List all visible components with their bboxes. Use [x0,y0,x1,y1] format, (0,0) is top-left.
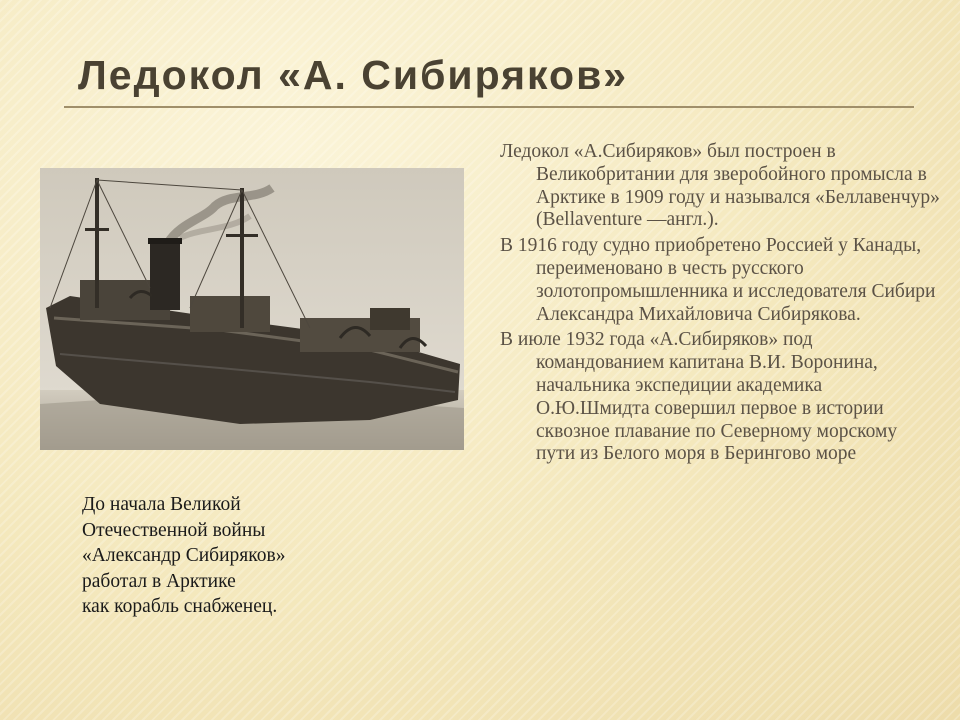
paragraph-voyage: В июле 1932 года «А.Сибиряков» под командованием капитана В.И. Воронина, начальника экспедиции академика О.Ю.Шмидта совершил первое в истории сквозное плавание по Северному морскому пути из Белого моря в Берингово море [500,329,898,465]
icebreaker-photo [40,168,464,450]
paragraph-purchase: В 1916 году судно приобретено Россией у Канады, переименовано в честь русского золотопромышленника и исследователя Сибири Александра Михайловича Сибирякова. [500,235,936,325]
caption-line: Отечественной войны [82,519,266,541]
ship-illustration [40,168,464,450]
caption-line: работал в Арктике [82,570,236,592]
caption-line: До начала Великой [82,494,241,515]
paragraph-history: Ледокол «А.Сибиряков» был построен в Великобритании для зверобойного промысла в Арктике в 1909 году и назывался «Беллавенчур» (Bellaventure —англ.). [500,141,940,231]
caption-line: «Александр Сибиряков» [82,545,286,566]
caption-line: как корабль снабженец. [82,596,278,617]
slide-title: Ледокол «А. Сибиряков» [78,52,629,98]
photo-caption [82,492,402,620]
description-block [500,141,940,469]
title-divider [64,106,914,108]
